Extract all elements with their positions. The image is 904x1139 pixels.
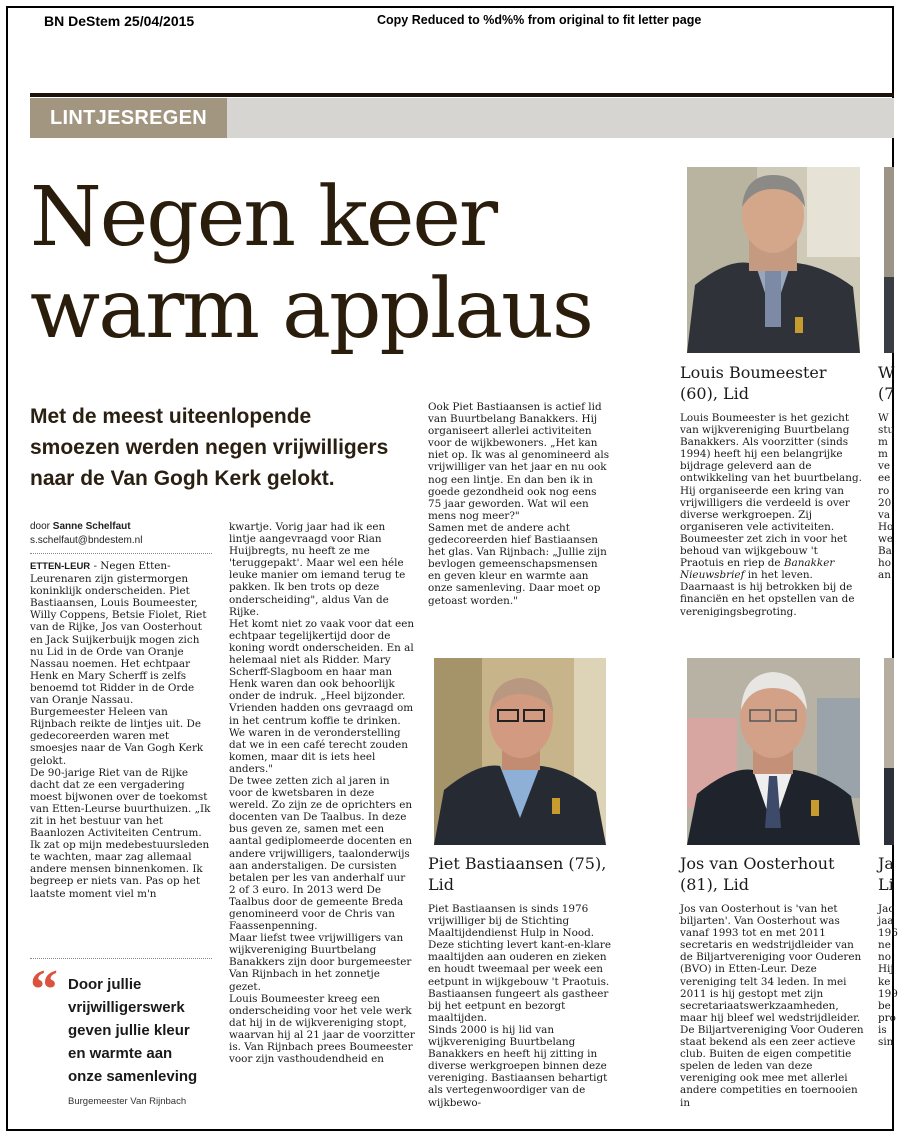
caption-line: (81), Lid [680,875,749,894]
quote-line: vrijwilligerswerk [68,999,185,1016]
article-paragraph: Samen met de andere acht gedecoreerden hief Bastiaansen het glas. Van Rijnbach: „Jullie zijn bevlogen gemeenschapsmensen en geven kleur en warmte aan onze samenleving. Daar moet op getoast worden." [428,521,607,607]
photo-cutoff-bottom [884,658,894,845]
photo-louis-boumeester [687,167,860,353]
text-cutoff-bottom: Jac jaa 196 ne no Hij ke 199 be pro is sin [878,903,898,1049]
article-paragraph: De twee zetten zich al jaren in voor de kwetsbaren in deze wereld. Zo zijn ze de oprichters en docenten van De Taalbus. In deze bus geven ze, samen met een aantal gediplomeerde docenten en andere vrijwilligers, taalonderwijs aan anderstaligen. De cursisten betalen per les van anderhalf uur 2 of 3 euro. In 2013 werd De Taalbus door de gemeente Breda genomineerd voor de Chris van Faassenpenning. [229,774,413,933]
profile-paragraph: Louis Boumeester is het gezicht van wijkvereniging Buurtbelang Banakkers. Als voorzitter (sinds 1994) heeft hij een belangrijke bijdrage geleverd aan de ontwikkeling van het buurtbelang. Hij organiseerde een kring van vrijwilligers die verdeeld is over diverse werkgroepen. Zij organiseren vele activiteiten. [680,412,862,533]
article-paragraph: Ook Piet Bastiaansen is actief lid van Buurtbelang Banakkers. Hij organiseert allerlei activiteiten voor de wijkbewoners. „Het kan niet op. Ik was al genomineerd als vrijwilliger van het jaar en nu ook nog een lintje. En dan ben ik in goede gezondheid ook nog eens 75 jaar geworden. Wat wil een mens nog meer?" [428,401,610,522]
profile-paragraph: De Biljartvereniging Voor Ouderen staat bekend als een zeer actieve club. Buiten de eigen competitie spelen de leden van deze vereniging ook mee met allerlei andere competities en toernooien in [680,1023,864,1109]
photo-piet-bastiaansen [434,658,606,845]
quote-line: Door jullie [68,976,142,993]
article-paragraph [30,560,215,706]
quote-mark-icon: “ [30,959,58,1021]
article-paragraph: De 90-jarige Riet van de Rijke dacht dat ze een vergadering moest bijwonen over de toekomst van Etten-Leurse buurthuizen. „Ik zit in het bestuur van het Baanlozen Activiteiten Centrum. Ik zat op mijn medebestuursleden te wachten, maar zag allemaal andere mensen binnenkomen. Ik begreep er niets van. Pas op het laatste moment viel m'n [30,766,211,900]
headline-line: Negen keer [30,170,497,265]
lead-text: - Negen Etten-Leurenaren zijn gistermorgen koninklijk onderscheiden. Piet Bastiaansen, Louis Boumeester, Willy Coppens, Betsie Fiolet, Riet van de Rijke, Jos van Oosterhout en Jack Suijkerbuijk mogen zich nu Lid in de Orde van Oranje Nassau noemen. Het echtpaar Henk en Mary Scherff is zelfs benoemd tot Ridder in de Orde van Oranje Nassau. [30,560,207,707]
source-header: BN DeStem 25/04/2015 [44,13,195,29]
quote-source: Burgemeester Van Rijnbach [68,1096,187,1107]
headline-line: warm applaus [30,262,592,357]
profile-text-jos [680,903,864,1109]
profile-paragraph: Jos van Oosterhout is 'van het biljarten'. Van Oosterhout was vanaf 1993 tot en met 2011 secretaris en wedstrijdleider van de Biljartvereniging voor Ouderen (BVO) in Etten-Leur. Deze vereniging telt 34 leden. In mei 2011 is hij gestopt met zijn secretariaatswerkzaamheden, maar hij bleef wel wedstrijdleider. [680,903,862,1024]
intro-line: Met de meest uiteenlopende [30,405,312,428]
profile-paragraph: Piet Bastiaansen is sinds 1976 vrijwilliger bij de Stichting Maaltijdendienst Hulp in Nood. Deze stichting levert kant-en-klare maaltijden aan ouderen en zieken en houdt tweemaal per week een eetpunt in wijkgebouw 't Praotuis. Bastiaansen fungeert als gastheer bij het eetpunt en bezorgt maaltijden. [428,903,611,1024]
photo-cutoff-top [884,167,894,353]
text-cutoff-top: W stu m m ve ee ro 20 va Ho we Ba ho an [878,412,895,582]
article-paragraph: Burgemeester Heleen van Rijnbach reikte de lintjes uit. De gedecoreerden waren met smoesjes naar de Van Gogh Kerk gelokt. [30,706,204,767]
profile-paragraph: Sinds 2000 is hij lid van wijkvereniging Buurtbelang Banakkers en heeft hij zitting in diverse werkgroepen binnen deze vereniging. Bastiaansen behartigt als vertegenwoordiger van de wijkbewo- [428,1023,608,1109]
caption-piet [428,853,628,895]
dateline: ETTEN-LEUR [30,561,91,572]
intro-line: naar de Van Gogh Kerk gelokt. [30,467,335,490]
caption-line: (60), Lid [680,384,749,403]
profile-text-louis [680,412,864,618]
top-rule [30,93,894,97]
dotted-separator [30,553,212,554]
quote-line: onze samenleving [68,1068,198,1085]
pull-quote [68,973,228,1088]
article-column-2 [229,521,415,1065]
byline [30,520,142,548]
byline-author: Sanne Schelfaut [52,521,131,532]
intro-line: smoezen werden negen vrijwilligers [30,436,389,459]
quote-line: en warmte aan [68,1045,173,1062]
caption-line: Piet Bastiaansen (75), [428,854,607,873]
article-paragraph: kwartje. Vorig jaar had ik een lintje aangevraagd voor Rian Huijbregts, nu heeft ze me 'teruggepakt'. Maar wel een héle leuke manier om iemand terug te pakken. Ik ben trots op deze onderscheiding", aldus Van de Rijke. [229,521,406,618]
caption-jos [680,853,880,895]
byline-email: s.schelfaut@bndestem.nl [30,535,143,546]
caption-line: Louis Boumeester [680,363,827,382]
intro-text [30,401,415,494]
quote-line: geven jullie kleur [68,1022,190,1039]
newsletter-title: Banakker Nieuwsbrief [680,557,835,582]
photo-jos-van-oosterhout [687,658,860,845]
caption-louis [680,362,880,404]
article-column-1 [30,560,215,900]
article-column-3 [428,401,612,607]
article-paragraph: Het komt niet zo vaak voor dat een echtpaar tegelijkertijd door de koning wordt onderscheiden. En al helemaal niet als Ridder. Mary Scherff-Slagboom en haar man Henk waren dan ook behoorlijk onder de indruk. „Heel bijzonder. Vrienden hadden ons gevraagd om in het centrum koffie te drinken. We waren in de veronderstelling dat we in een café terecht zouden komen, maar dit is iets heel anders." [229,617,415,775]
section-kicker: LINTJESREGEN [30,98,227,138]
caption-line: Jos van Oosterhout [680,854,835,873]
profile-text-piet [428,903,612,1109]
byline-prefix: door [30,521,51,532]
caption-cutoff-top: W (7 [878,363,895,403]
caption-line: Lid [428,875,454,894]
article-paragraph: Louis Boumeester kreeg een onderscheiding voor het vele werk dat hij in de wijkvereniging stopt, waarvan hij al 21 jaar de voorzitter is. Van Rijnbach prees Boumeester voor zijn vasthoudendheid en [229,992,415,1066]
caption-cutoff-bottom: Ja Li [878,854,894,894]
headline [30,172,650,356]
copy-note: Copy Reduced to %d%% from original to fit letter page [377,13,702,27]
profile-paragraph: Boumeester zet zich in voor het behoud van wijkgebouw 't Praotuis en riep de Banakker Nieuwsbrief in het leven. Daarnaast is hij betrokken bij de financiën en het opstellen van de verenigingsbegroting. [680,532,855,618]
article-paragraph: Maar liefst twee vrijwilligers van wijkvereniging Buurtbelang Banakkers zijn door burgemeester Van Rijnbach in het zonnetje gezet. [229,932,412,993]
